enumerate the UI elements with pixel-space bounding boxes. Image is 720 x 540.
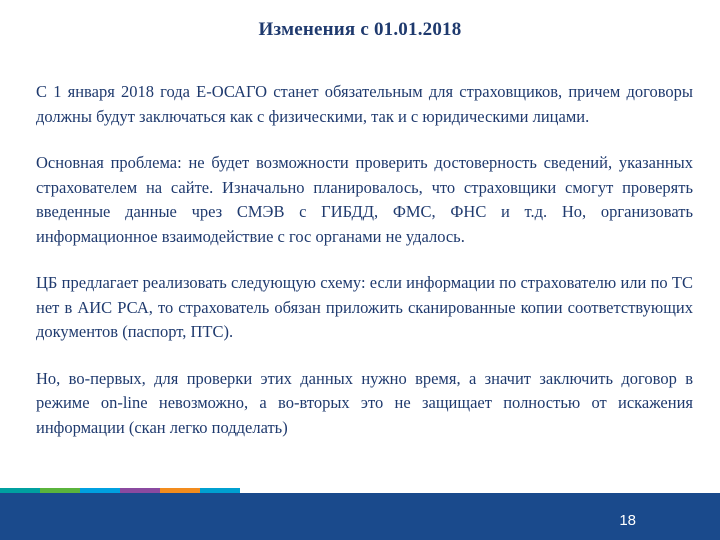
paragraph-eosago-mandatory: С 1 января 2018 года Е-ОСАГО станет обязательным для страховщиков, причем договоры должны будут заключаться как с физическими, так и с юридическими лицами. <box>36 82 693 126</box>
paragraph-cb-proposal: ЦБ предлагает реализовать следующую схему: если информации по страхователю или по ТС нет в АИС РСА, то страхователь обязан приложить сканированные копии соответствующих документов (паспорт, ПТС). <box>36 273 693 341</box>
footer-bar <box>0 493 720 540</box>
slide-title: Изменения с 01.01.2018 <box>258 19 462 40</box>
slide-body <box>36 80 693 462</box>
paragraph-drawbacks: Но, во-первых, для проверки этих данных нужно время, а значит заключить договор в режиме on-line невозможно, а во-вторых это не защищает полностью от искажения информации (скан легко подделать) <box>36 368 693 437</box>
paragraph-main-problem: Основная проблема: не будет возможности проверить достоверность сведений, указанных страхователем на сайте. Изначально планировалось, что страховщики смогут проверять введенные данные чрез СМЭВ с ГИБДД, ФМС, ФНС и т.д. Но, организовать информационное взаимодействие с гос органами не удалось. <box>36 153 693 246</box>
page-number: 18 <box>619 512 636 529</box>
